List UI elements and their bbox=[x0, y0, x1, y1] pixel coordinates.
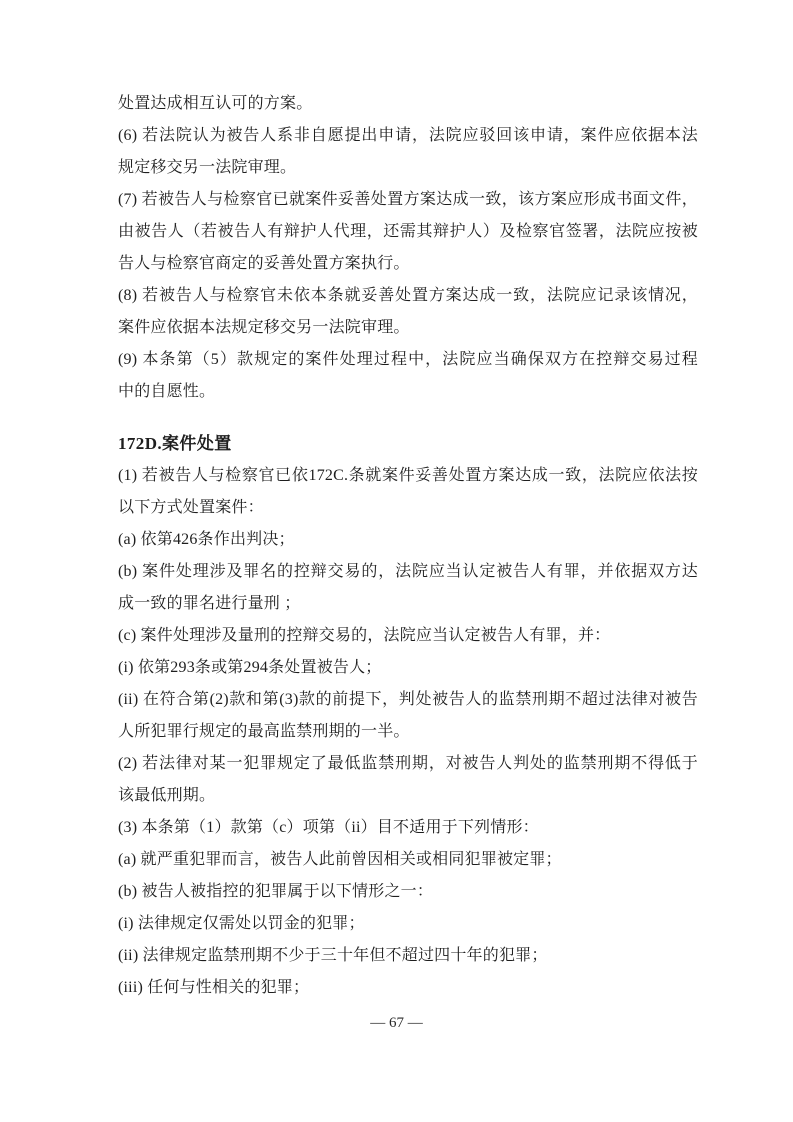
text-line: (b) 被告人被指控的犯罪属于以下情形之一： bbox=[118, 883, 434, 900]
text-line: (3) 本条第（1）款第（c）项第（ii）目不适用于下列情形： bbox=[118, 819, 539, 836]
paragraph bbox=[118, 280, 698, 344]
text-line: 案件应依据本法规定移交另一法院审理。 bbox=[118, 319, 410, 336]
text-line: (iii) 任何与性相关的犯罪； bbox=[118, 979, 310, 996]
paragraph bbox=[118, 684, 698, 748]
paragraph bbox=[118, 972, 698, 1004]
text-line: (1) 若被告人与检察官已依172C.条就案件妥善处置方案达成一致，法院应依法按 bbox=[118, 467, 698, 484]
document-content bbox=[118, 88, 698, 1004]
paragraph bbox=[118, 184, 698, 280]
text-line: 中的自愿性。 bbox=[118, 383, 216, 400]
paragraph bbox=[118, 460, 698, 524]
text-line: 该最低刑期。 bbox=[118, 787, 216, 804]
paragraph bbox=[118, 344, 698, 408]
paragraph bbox=[118, 120, 698, 184]
section-heading bbox=[118, 428, 698, 460]
page-number: — 67 — bbox=[370, 1015, 423, 1031]
paragraph bbox=[118, 844, 698, 876]
text-line: (c) 案件处理涉及量刑的控辩交易的，法院应当认定被告人有罪，并： bbox=[118, 627, 611, 644]
text-line: 以下方式处置案件： bbox=[118, 499, 264, 516]
text-line: (8) 若被告人与检察官未依本条就妥善处置方案达成一致，法院应记录该情况， bbox=[118, 287, 698, 304]
text-line: (a) 就严重犯罪而言，被告人此前曾因相关或相同犯罪被定罪； bbox=[118, 851, 562, 868]
text-line: (a) 依第426条作出判决； bbox=[118, 531, 295, 548]
text-line: (b) 案件处理涉及罪名的控辩交易的，法院应当认定被告人有罪，并依据双方达 bbox=[118, 563, 698, 580]
text-line: (ii) 在符合第(2)款和第(3)款的前提下，判处被告人的监禁刑期不超过法律对被告 bbox=[118, 691, 698, 708]
paragraph bbox=[118, 88, 698, 120]
paragraph bbox=[118, 940, 698, 972]
text-line: 由被告人（若被告人有辩护人代理，还需其辩护人）及检察官签署，法院应按被 bbox=[118, 223, 698, 240]
paragraph bbox=[118, 524, 698, 556]
text-line: (6) 若法院认为被告人系非自愿提出申请，法院应驳回该申请，案件应依据本法 bbox=[118, 127, 698, 144]
text-line: (ii) 法律规定监禁刑期不少于三十年但不超过四十年的犯罪； bbox=[118, 947, 548, 964]
text-line: (2) 若法律对某一犯罪规定了最低监禁刑期，对被告人判处的监禁刑期不得低于 bbox=[118, 755, 698, 772]
paragraph bbox=[118, 812, 698, 844]
paragraph bbox=[118, 652, 698, 684]
text-line: 规定移交另一法院审理。 bbox=[118, 159, 297, 176]
text-line: (i) 法律规定仅需处以罚金的犯罪； bbox=[118, 915, 365, 932]
text-line: 成一致的罪名进行量刑 ； bbox=[118, 595, 301, 612]
paragraph bbox=[118, 620, 698, 652]
text-line: 告人与检察官商定的妥善处置方案执行。 bbox=[118, 255, 410, 272]
text-line: (9) 本条第（5）款规定的案件处理过程中，法院应当确保双方在控辩交易过程 bbox=[118, 351, 698, 368]
paragraph bbox=[118, 748, 698, 812]
paragraph bbox=[118, 876, 698, 908]
paragraph bbox=[118, 556, 698, 620]
text-line: (7) 若被告人与检察官已就案件妥善处置方案达成一致，该方案应形成书面文件， bbox=[118, 191, 698, 208]
text-line: 人所犯罪行规定的最高监禁刑期的一半。 bbox=[118, 723, 410, 740]
text-line: 172D.案件处置 bbox=[118, 434, 232, 453]
text-line: (i) 依第293条或第294条处置被告人； bbox=[118, 659, 382, 676]
paragraph bbox=[118, 908, 698, 940]
text-line: 处置达成相互认可的方案。 bbox=[118, 95, 313, 112]
